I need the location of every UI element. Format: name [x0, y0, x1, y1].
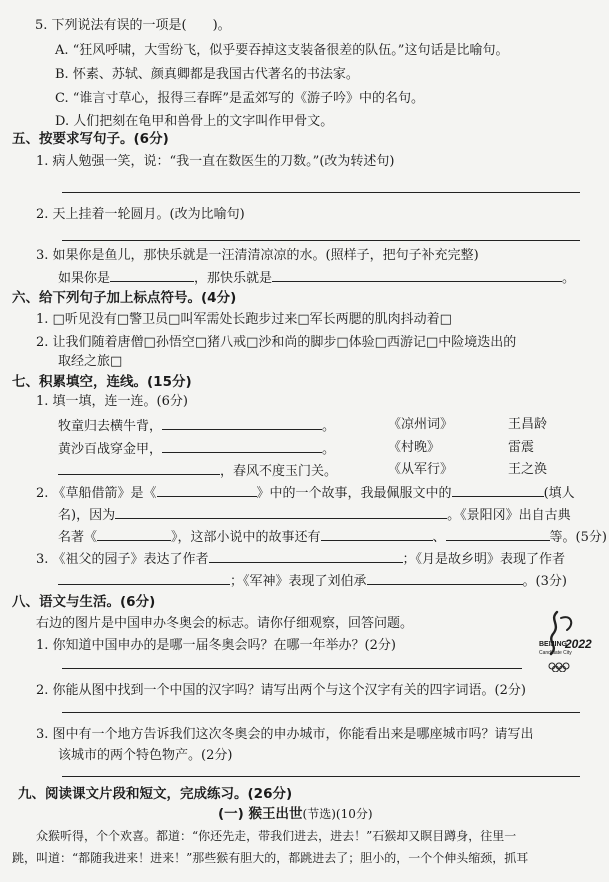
s7-q3-t1: 3. 《祖父的园子》表达了作者	[36, 552, 209, 567]
s7-poem-line2	[58, 440, 335, 458]
s6-line3: 取经之旅□	[58, 354, 123, 369]
q5-option-b: B. 怀素、苏轼、颜真卿都是我国古代著名的书法家。	[55, 67, 359, 82]
s5-q3-blank1[interactable]	[110, 269, 194, 282]
q5-option-c: C. “谁言寸草心，报得三春晖”是孟郊写的《游子吟》中的名句。	[55, 91, 425, 106]
s5-q3-middle: ，那快乐就是	[194, 271, 273, 286]
s7-q3-blank1[interactable]	[209, 550, 403, 563]
s7-q2-t9: 等。(5分)	[549, 530, 607, 545]
logo-city: BEIJING	[539, 641, 568, 648]
s7-q3-t2: ；《月是故乡明》表现了作者	[402, 552, 566, 567]
s7-q2-t4: 名)，因为	[58, 508, 116, 523]
s7-poet-3[interactable]: 王之涣	[508, 462, 548, 477]
s7-q3-t3: ；《军神》表现了刘伯承	[230, 574, 367, 589]
s8-q1-answer-line[interactable]	[62, 668, 522, 669]
s7-q3-blank3[interactable]	[367, 572, 523, 585]
s7-poem1-blank[interactable]	[162, 417, 322, 430]
section8-title: 八、语文与生活。(6分)	[12, 594, 156, 610]
s7-q2-t1: 2. 《草船借箭》是《	[36, 486, 157, 501]
s7-q2-line2	[58, 506, 571, 524]
s7-poem2-text: 黄沙百战穿金甲，	[58, 442, 163, 457]
section5-title: 五、按要求写句子。(6分)	[12, 131, 169, 147]
s7-poem2-dot: 。	[322, 442, 336, 457]
s7-q3-blank2[interactable]	[58, 572, 230, 585]
s7-poem3-blank[interactable]	[58, 462, 220, 475]
s8-q3-answer-line[interactable]	[62, 776, 580, 777]
s5-q3-blank2[interactable]	[272, 269, 562, 282]
s5-q3-prefix: 如果你是	[58, 271, 111, 286]
s6-line2: 2. 让我们随着唐僧□孙悟空□猪八戒□沙和尚的脚步□体验□西游记□中险境迭出的	[36, 335, 517, 350]
s5-q1-answer-line[interactable]	[62, 192, 580, 193]
s5-q2: 2. 天上挂着一轮圆月。(改为比喻句)	[36, 207, 245, 222]
s5-q1: 1. 病人勉强一笑，说：“我一直在数医生的刀数。”(改为转述句)	[36, 154, 395, 169]
s7-poem3-text: ，春风不度玉门关。	[220, 464, 338, 479]
s7-work-1[interactable]: 《凉州词》	[388, 417, 454, 432]
s7-q2-line3	[58, 528, 607, 546]
q5-option-a: A. “狂风呼啸，大雪纷飞，似乎要吞掉这支装备很差的队伍。”这句话是比喻句。	[55, 43, 509, 58]
s7-q2-blank-person[interactable]	[452, 484, 544, 497]
s7-q2-t3: (填人	[543, 486, 575, 501]
s9-passage-line1: 众猴听得，个个欢喜。都道：“你还先走，带我们进去，进去！”石猴却又瞑目蹲身，往里一	[36, 829, 517, 843]
s7-q2-t2: 》中的一个故事，我最佩服文中的	[256, 486, 452, 501]
section7-title: 七、积累填空，连线。(15分)	[12, 374, 192, 390]
s5-q3-fill	[58, 269, 575, 287]
s7-q2-t7: 》，这部小说中的故事还有	[171, 530, 321, 545]
s8-intro: 右边的图片是中国申办冬奥会的标志。请你仔细观察，回答问题。	[36, 616, 414, 631]
beijing-2022-logo	[537, 608, 595, 672]
s7-q2-blank-story2[interactable]	[446, 528, 550, 541]
s7-sub1: 1. 填一填，连一连。(6分)	[36, 394, 188, 409]
s7-q3-line1	[36, 550, 565, 568]
s9-subtitle	[218, 806, 373, 823]
s9-passage-line2: 跳，叫道：“都随我进来！进来！”那些猴有胆大的，都跳进去了；胆小的，一个个伸头缩颈，抓耳	[12, 851, 529, 865]
s8-q3: 3. 图中有一个地方告诉我们这次冬奥会的申办城市，你能看出来是哪座城市吗？请写出	[36, 727, 534, 742]
s7-q2-blank-book[interactable]	[157, 484, 257, 497]
s7-poem1-dot: 。	[322, 419, 336, 434]
s7-q2-blank-reason[interactable]	[115, 506, 447, 519]
s7-q3-line2	[58, 572, 567, 590]
s7-q2-blank-story1[interactable]	[321, 528, 433, 541]
s7-q2-t6: 名著《	[58, 530, 98, 545]
logo-year: 2022	[565, 637, 592, 651]
logo-brush-stroke-2	[561, 617, 571, 630]
s7-poet-2[interactable]: 雷震	[508, 440, 535, 455]
s7-poem-line1	[58, 417, 335, 435]
s8-q3-cont: 该城市的两个特色物产。(2分)	[58, 748, 233, 763]
s7-poem-line3	[58, 462, 337, 480]
s7-q2-t8: 、	[432, 530, 446, 545]
s9-subtitle-note: (节选)(10分)	[302, 807, 373, 821]
s7-q2-t5: 。《景阳冈》出自古典	[447, 508, 571, 523]
s7-work-2[interactable]: 《村晚》	[388, 440, 441, 455]
s7-poem2-blank[interactable]	[162, 440, 322, 453]
logo-candidate: Candidate City	[539, 650, 572, 656]
s7-poem1-text: 牧童归去横牛背，	[58, 419, 163, 434]
s8-q1: 1. 你知道中国申办的是哪一届冬奥会吗？在哪一年举办？(2分)	[36, 638, 396, 653]
s5-q2-answer-line[interactable]	[62, 240, 580, 241]
s7-q3-t4: 。(3分)	[522, 574, 567, 589]
s6-line1: 1. □听见没有□警卫员□叫军需处长跑步过来□军长两腮的肌肉抖动着□	[36, 312, 452, 327]
s5-q3: 3. 如果你是鱼儿，那快乐就是一汪清清凉凉的水。(照样子，把句子补充完整)	[36, 248, 479, 263]
section9-title: 九、阅读课文片段和短文，完成练习。(26分)	[18, 786, 293, 802]
s9-subtitle-main: (一) 猴王出世	[218, 806, 303, 822]
s8-q2: 2. 你能从图中找到一个中国的汉字吗？请写出两个与这个汉字有关的四字词语。(2分)	[36, 683, 526, 698]
q5-option-d: D. 人们把刻在龟甲和兽骨上的文字叫作甲骨文。	[55, 114, 334, 129]
s7-q2-line1	[36, 484, 575, 502]
s8-q2-answer-line[interactable]	[62, 712, 580, 713]
s7-poet-1[interactable]: 王昌龄	[508, 417, 548, 432]
s7-q2-blank-novel[interactable]	[97, 528, 171, 541]
section6-title: 六、给下列句子加上标点符号。(4分)	[12, 290, 237, 306]
s7-work-3[interactable]: 《从军行》	[388, 462, 454, 477]
q5-stem: 5. 下列说法有误的一项是( )。	[35, 18, 231, 33]
s5-q3-end: 。	[562, 271, 576, 286]
